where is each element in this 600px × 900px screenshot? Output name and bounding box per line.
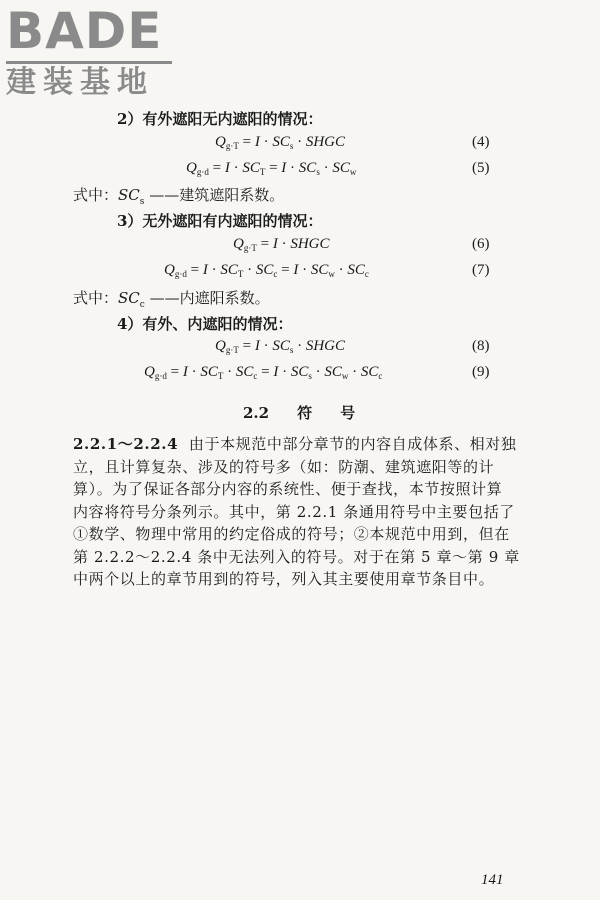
equation-6-number: (6) xyxy=(472,236,490,252)
para-line-5: ①数学、物理中常用的约定俗成的符号；②本规范中用到，但在 xyxy=(73,525,510,543)
para-line-6: 第 2.2.2～2.2.4 条中无法列入的符号。对于在第 5 章～第 9 章 xyxy=(73,547,520,566)
equation-5-number: (5) xyxy=(472,160,490,176)
explanation-paragraph xyxy=(73,433,533,591)
equation-9-number: (9) xyxy=(472,364,490,380)
note-2-text: ——内遮阳系数。 xyxy=(149,289,270,307)
equation-7-number: (7) xyxy=(472,262,490,278)
section-number: 2.2 xyxy=(243,404,270,422)
equation-7: $Q_{g\cdot d} = I \cdot SC_T \cdot SC_c = I \cdot SC_w \cdot SC_c$ xyxy=(164,262,369,279)
equation-4-number: (4) xyxy=(472,134,490,150)
note-2: 式中：$SC_c$ ——内遮阳系数。 xyxy=(73,289,270,310)
note-1: 式中：$SC_s$ ——建筑遮阳系数。 xyxy=(73,186,285,207)
note-1-prefix: 式中： xyxy=(73,186,119,204)
note-2-prefix: 式中： xyxy=(73,289,119,307)
logo-wordmark: BADE xyxy=(6,2,163,60)
logo-subtitle: 建装基地 xyxy=(6,65,154,100)
equation-5: $Q_{g\cdot d} = I \cdot SC_T = I \cdot SC_s \cdot SC_w$ xyxy=(186,160,357,177)
section-title-b: 号 xyxy=(340,404,356,422)
bade-logo xyxy=(6,2,172,102)
equation-4: $Q_{g\cdot T} = I \cdot SC_s$ · SHGC xyxy=(215,134,346,151)
para-line-2: 立，且计算复杂、涉及的符号多（如：防潮、建筑遮阳等的计 xyxy=(73,457,495,476)
para-line-1: 2.2.1～2.2.4 由于本规范中部分章节的内容自成体系、相对独 xyxy=(73,435,517,453)
note-1-text: ——建筑遮阳系数。 xyxy=(149,186,285,204)
section-title-a: 符 xyxy=(297,404,313,422)
item-4-heading: 4）有外、内遮阳的情况： xyxy=(117,315,293,333)
equation-8-number: (8) xyxy=(472,338,490,354)
page-number: 141 xyxy=(481,872,504,888)
clause-reference: 2.2.1～2.2.4 xyxy=(73,435,179,453)
section-heading xyxy=(243,402,355,423)
item-2-heading: 2）有外遮阳无内遮阳的情况： xyxy=(117,110,323,128)
para-line-7: 中两个以上的章节用到的符号，列入其主要使用章节条目中。 xyxy=(73,570,495,588)
para-line-4: 内容将符号分条列示。其中，第 2.2.1 条通用符号中主要包括了 xyxy=(73,502,515,521)
para-line-3: 算）。为了保证各部分内容的系统性、便于查找，本节按照计算 xyxy=(73,480,503,498)
equation-6: $Q_{g\cdot T} = I$ · SHGC xyxy=(233,236,330,253)
item-3-heading: 3）无外遮阳有内遮阳的情况： xyxy=(117,212,323,230)
equation-9: $Q_{g\cdot d} = I \cdot SC_T \cdot SC_c = I \cdot SC_s \cdot SC_w \cdot SC_c$ xyxy=(144,364,383,381)
equation-8: $Q_{g\cdot T} = I \cdot SC_s$ · SHGC xyxy=(215,338,346,355)
